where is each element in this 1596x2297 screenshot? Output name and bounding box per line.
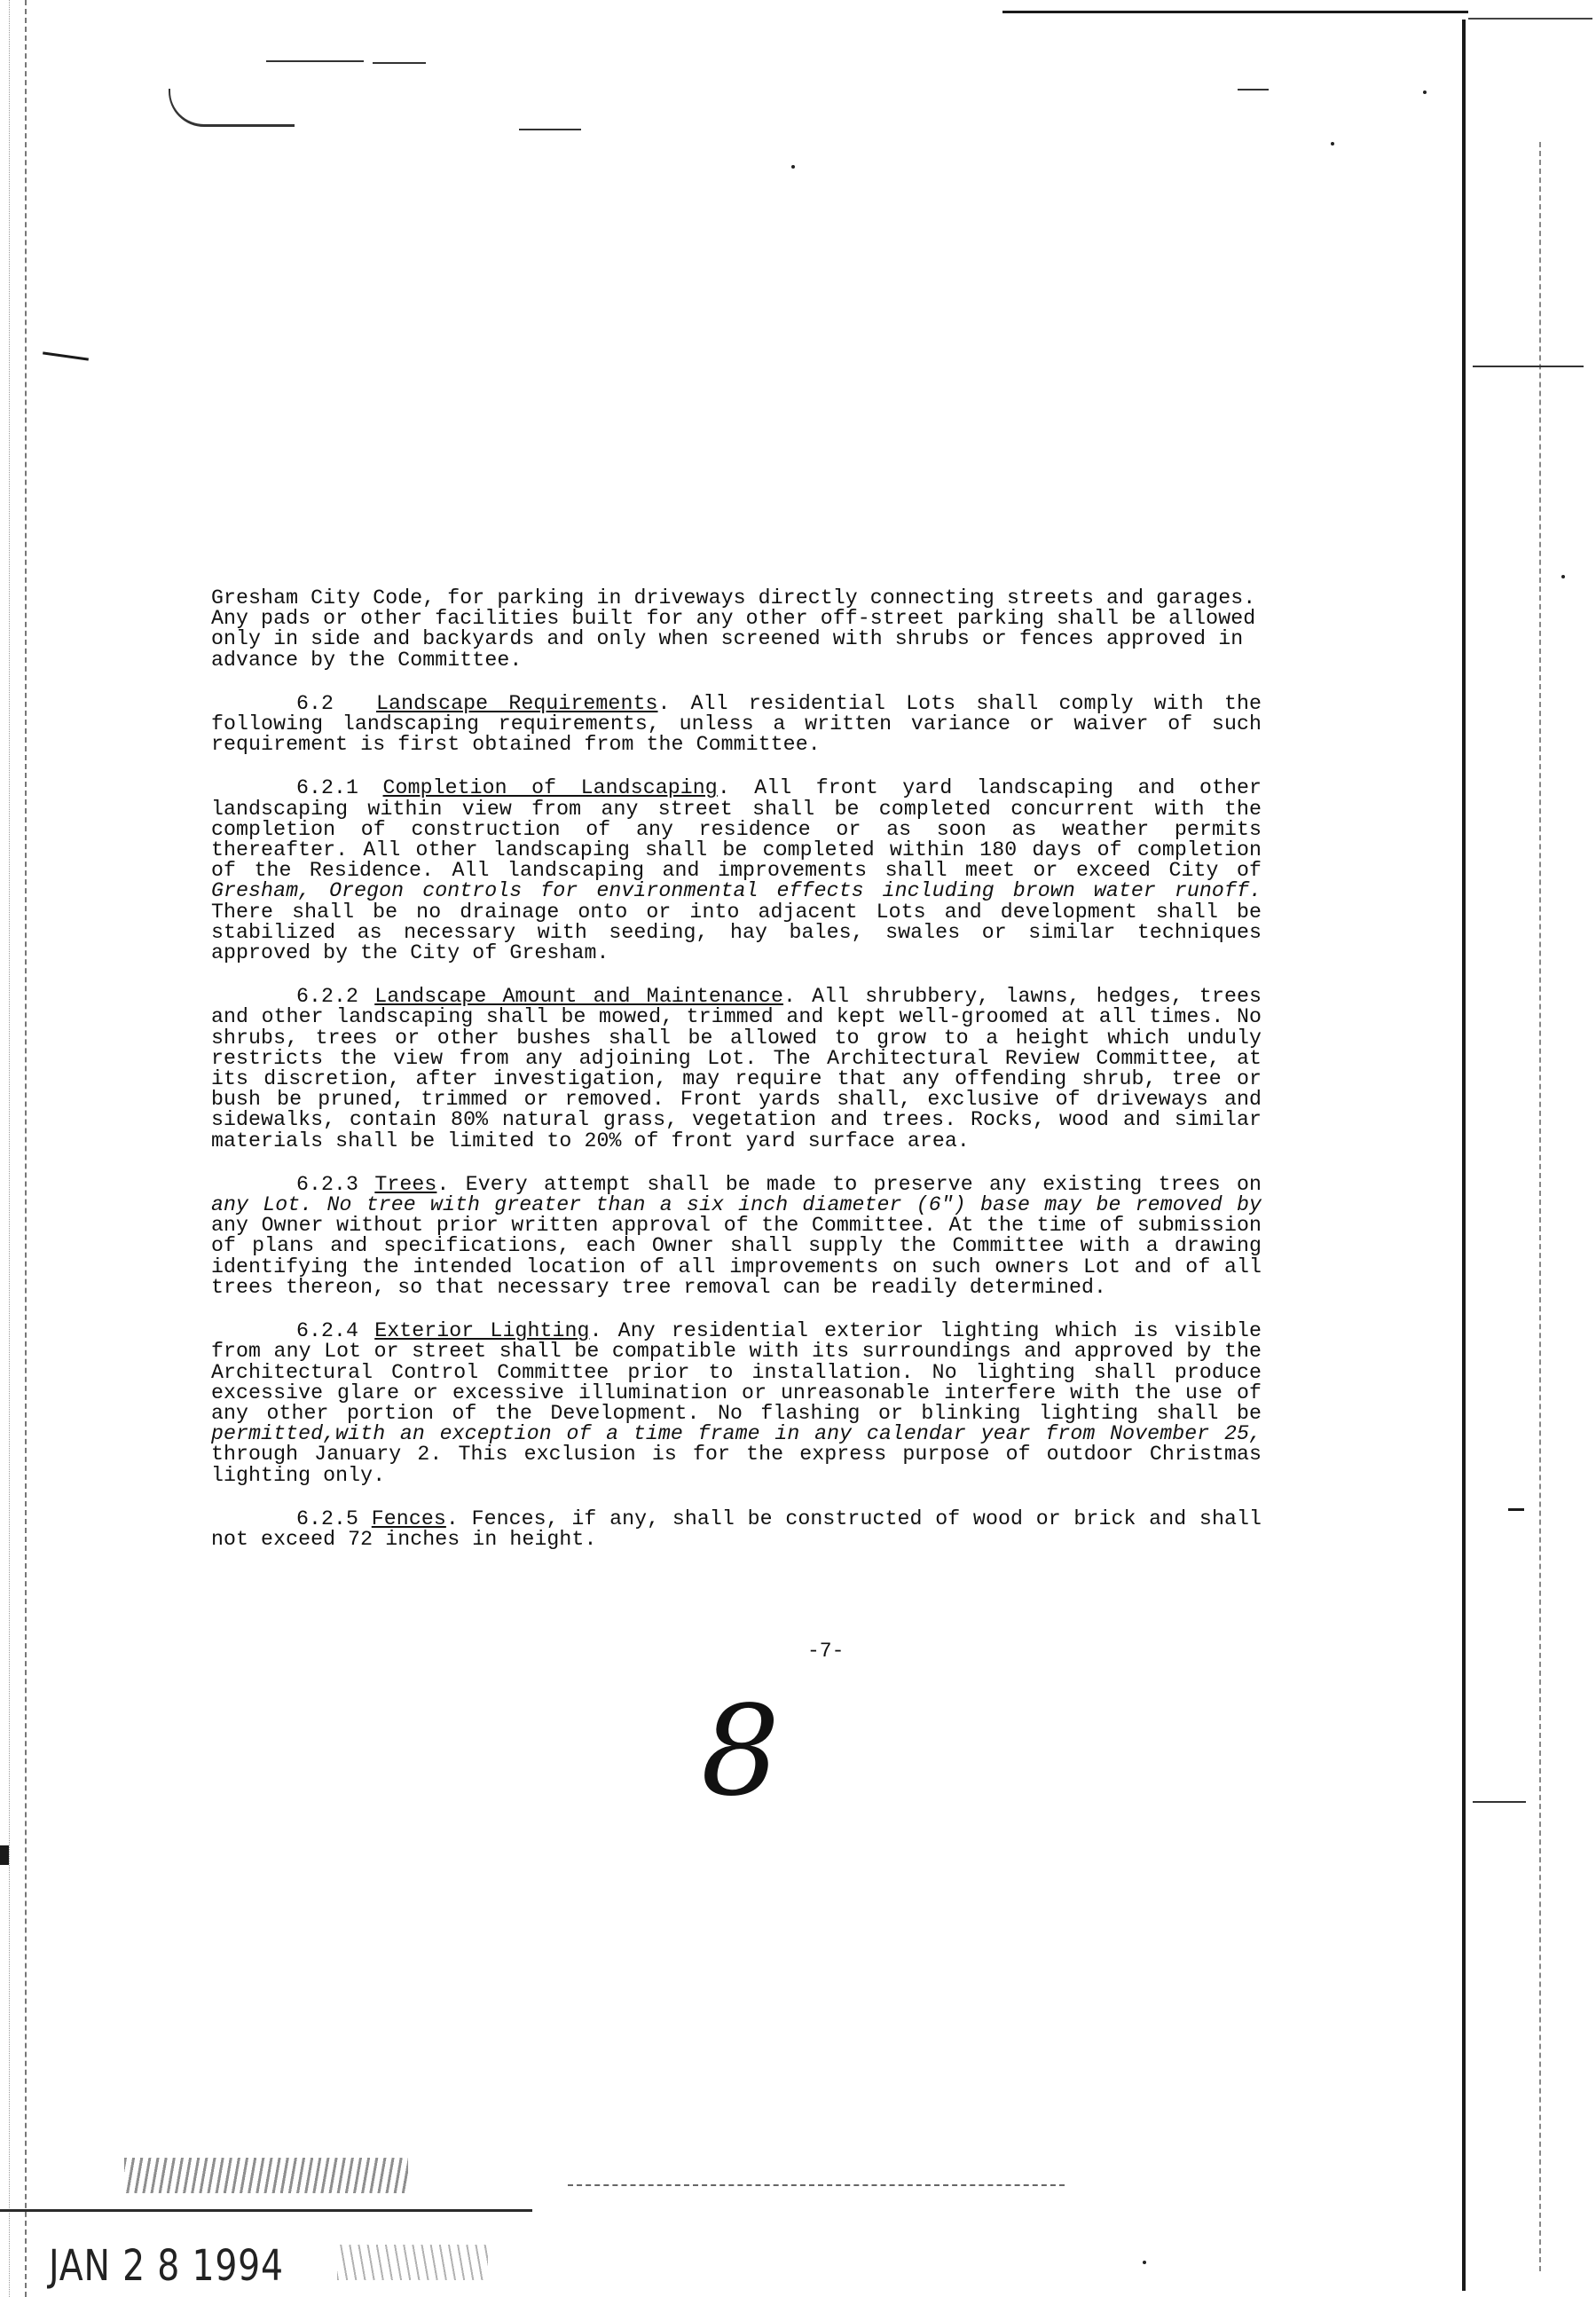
section-heading: Landscape Requirements [376,691,658,715]
paragraph-continuation [211,588,1262,671]
scan-speck [1143,2261,1146,2264]
scan-edge-left [25,0,27,2297]
scan-border-right [1462,20,1466,2291]
scan-speck [1561,575,1565,578]
scan-dash [266,60,364,62]
scan-border-bottom-dashed [568,2184,1065,2187]
scan-border-bottom [0,2209,532,2212]
section-number: 6.2.5 [296,1506,359,1530]
section-heading: Trees [374,1172,437,1196]
paragraph-line: advance by the Committee. [211,648,523,672]
section-heading: Completion of Landscaping [382,776,718,800]
section-text-italic: Gresham, Oregon controls for environmental effects including brown water runoff. [211,879,1262,903]
section-text-italic: any Lot. No tree with greater than a six inch diameter (6") base may be removed by [211,1193,1262,1217]
section-6-2 [211,691,1262,757]
section-number: 6.2 [296,691,334,715]
section-text: . Any residential exterior lighting which is visible from any Lot or street shall be compatible with its surroundings and approved by the Architectural Control Committee prior to installation. No lighting shall produce excessive glare or excessive illumination or unreasonable interfere with the use of any other portion of the Development. No flashing or blinking lighting shall be [211,1319,1262,1425]
scan-border-top-extension [1468,18,1592,20]
section-number: 6.2.4 [296,1319,359,1343]
section-text-after: any Owner without prior written approval of the Committee. At the time of submission of plans and specifications, each Owner shall supply the Committee with a drawing identifying the intended location of all improvements on such owners Lot and of all trees thereon, so that necessary tree removal can be readily determined. [211,1214,1262,1299]
section-text-italic: permitted,with an exception of a time frame in any calendar year from November 25, [211,1422,1262,1446]
section-heading: Fences [371,1506,446,1530]
scan-mark [0,1845,9,1865]
scan-mark [43,351,89,360]
section-text: . Fences, if any, shall be constructed of wood or brick and shall not exceed 72 inches in height. [211,1506,1262,1551]
page-number: -7- [807,1640,845,1663]
section-6-2-3 [211,1172,1262,1299]
scan-curve-mark [169,89,295,127]
section-6-2-4 [211,1321,1262,1486]
paragraph-line: only in side and backyards and only when screened with shrubs or fences approved in [211,627,1244,651]
section-6-2-5 [211,1506,1262,1551]
paragraph-line: Any pads or other facilities built for any other off-street parking shall be allowed [211,607,1256,631]
scan-speck [1331,142,1334,146]
section-text: . Every attempt shall be made to preserve any existing trees on [436,1172,1262,1196]
scan-speck [1423,90,1427,94]
scan-speck [791,165,795,169]
scan-edge-left-dotted [9,0,10,2297]
document-body [211,588,1262,1573]
section-text: . All shrubbery, lawns, hedges, trees and other landscaping shall be mowed, trimmed and kept well-groomed at all times. No shrubs, trees or other bushes shall be allowed to grow to a height which unduly restricts the view from any adjoining Lot. The Architectural Review Committee, at its discretion, after investigation, may require that any offending shrub, tree or bush be pruned, trimmed or removed. Front yards shall, exclusive of driveways and sidewalks, contain 80% natural grass, vegetation and trees. Rocks, wood and similar materials shall be limited to 20% of front yard surface area. [211,985,1262,1152]
section-number: 6.2.1 [296,776,359,800]
handwritten-page-number: 8 [701,1679,781,1824]
section-number: 6.2.3 [296,1172,359,1196]
section-6-2-1 [211,778,1262,964]
section-text-after: There shall be no drainage onto or into adjacent Lots and development shall be stabilized as necessary with seeding, hay bales, swales or similar techniques approved by the City of Gresham. [211,900,1262,965]
section-heading: Exterior Lighting [374,1319,590,1343]
scan-dash [1473,1801,1526,1803]
scan-dash [1238,89,1269,90]
scan-dash [1473,366,1584,367]
section-heading: Landscape Amount and Maintenance [374,985,783,1009]
scan-scribble [337,2245,488,2280]
section-text: . All front yard landscaping and other landscaping within view from any street shall be completed concurrent with the completion of construction of any residence or as soon as weather permits thereafter. All other landscaping shall be completed within 180 days of completion of the Residence. All landscaping and improvements shall meet or exceed City of [211,776,1262,883]
section-6-2-2 [211,987,1262,1152]
section-text: . All residential Lots shall comply with the following landscaping requirements, unless a written variance or waiver of such requirement is first obtained from the Committee. [211,691,1262,757]
paragraph-line: Gresham City Code, for parking in driveways directly connecting streets and garages. [211,586,1256,610]
scan-dash [373,62,426,64]
scan-border-top [1002,11,1468,13]
section-number: 6.2.2 [296,985,359,1009]
scan-edge-right-dashed [1539,142,1541,2271]
section-text-after: through January 2. This exclusion is for the express purpose of outdoor Christmas lighting only. [211,1443,1262,1487]
scan-mark [1508,1508,1524,1511]
scan-dash [519,129,581,130]
date-stamp: JAN 2 8 1994 [49,2241,284,2291]
scan-scribble [124,2158,408,2193]
